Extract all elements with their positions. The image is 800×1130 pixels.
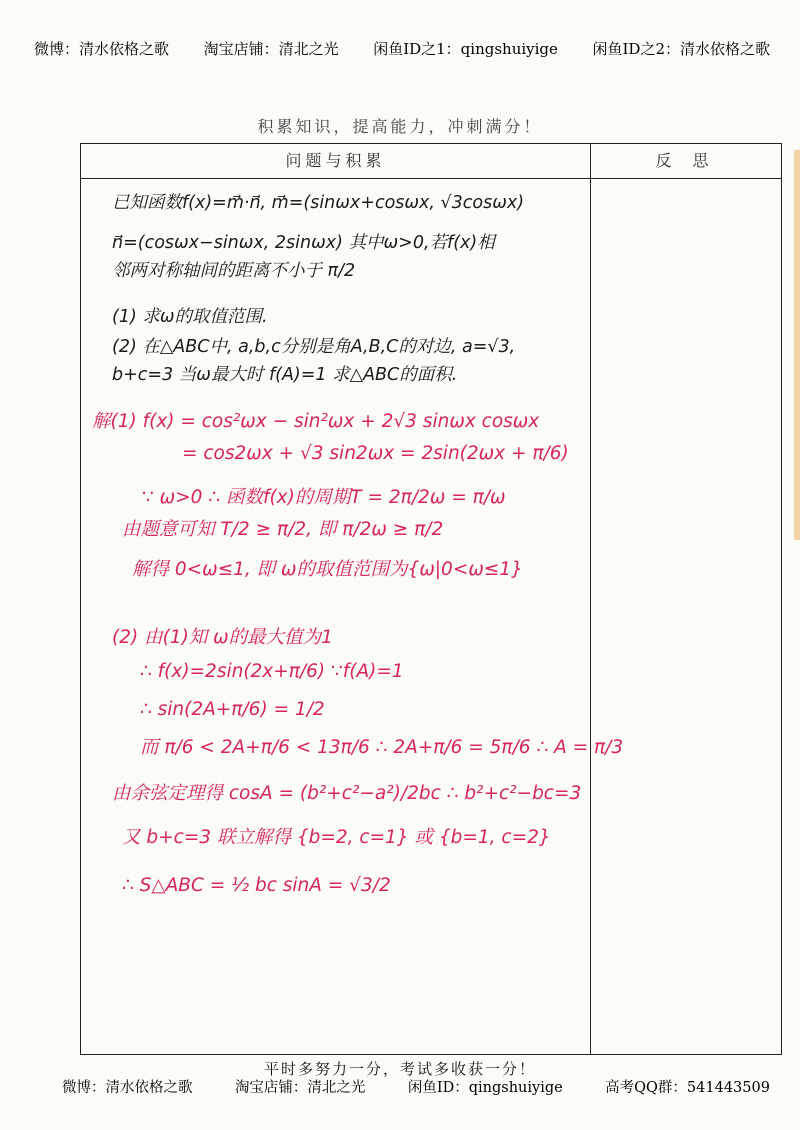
solution-line: 又 b+c=3 联立解得 {b=2, c=1} 或 {b=1, c=2} (122, 827, 551, 848)
bottom-taobao: 淘宝店铺：清北之光 (234, 1080, 366, 1096)
bottom-weibo: 微博：清水依格之歌 (62, 1080, 193, 1096)
motto-top: 积累知识，提高能力，冲刺满分！ (257, 117, 543, 136)
top-taobao: 淘宝店铺：清北之光 (203, 40, 339, 58)
problem-line: b+c=3 当ω最大时 f(A)=1 求△ABC的面积. (112, 365, 458, 385)
solution-line: 由题意可知 T/2 ≥ π/2, 即 π/2ω ≥ π/2 (122, 519, 444, 540)
solution-line: (2) 由(1)知 ω的最大值为1 (112, 627, 333, 648)
problem-line: 已知函数f(x)=m⃗·n⃗, m⃗=(sinωx+cosωx, √3cosωx) (112, 193, 525, 213)
solution-line: 由余弦定理得 cosA = (b²+c²−a²)/2bc ∴ b²+c²−bc=3 (112, 783, 582, 804)
bottom-qq-group: 高考QQ群：541443509 (605, 1080, 770, 1096)
solution-line: ∴ S△ABC = ½ bc sinA = √3/2 (122, 875, 391, 896)
motto-bottom: 平时多努力一分，考试多收获一分！ (263, 1060, 536, 1078)
problem-line: n⃗=(cosωx−sinωx, 2sinωx) 其中ω>0,若f(x)相 (112, 233, 495, 253)
column-divider (590, 144, 591, 1054)
top-xianyu-2: 闲鱼ID之2：清水依格之歌 (592, 40, 770, 58)
problem-line: (1) 求ω的取值范围. (112, 307, 268, 327)
top-xianyu-1: 闲鱼ID之1：qingshuiyige (373, 40, 558, 58)
solution-line: 解得 0<ω≤1, 即 ω的取值范围为{ω|0<ω≤1} (132, 559, 523, 580)
solution-line: = cos2ωx + √3 sin2ωx = 2sin(2ωx + π/6) (182, 443, 569, 464)
header-questions: 问题与积累 (285, 151, 386, 170)
top-watermark-bar (34, 38, 770, 59)
solution-line: ∴ f(x)=2sin(2x+π/6) ∵f(A)=1 (140, 661, 404, 682)
top-weibo: 微博：清水依格之歌 (34, 40, 170, 58)
problem-line: 邻两对称轴间的距离不小于 π/2 (112, 261, 356, 281)
solution-line: 而 π/6 < 2A+π/6 < 13π/6 ∴ 2A+π/6 = 5π/6 ∴ A = π/3 (140, 737, 624, 758)
header-reflection: 反 思 (655, 151, 717, 170)
solution-line: 解(1) f(x) = cos²ωx − sin²ωx + 2√3 sinωx cosωx (92, 411, 540, 432)
solution-line: ∵ ω>0 ∴ 函数f(x)的周期T = 2π/2ω = π/ω (142, 487, 506, 508)
page-edge-stain (794, 150, 800, 540)
table-header-row (81, 144, 781, 179)
solution-line: ∴ sin(2A+π/6) = 1/2 (140, 699, 325, 720)
bottom-watermark-bar (62, 1076, 770, 1097)
bottom-xianyu: 闲鱼ID：qingshuiyige (407, 1080, 563, 1096)
problem-line: (2) 在△ABC中, a,b,c分别是角A,B,C的对边, a=√3, (112, 337, 516, 357)
